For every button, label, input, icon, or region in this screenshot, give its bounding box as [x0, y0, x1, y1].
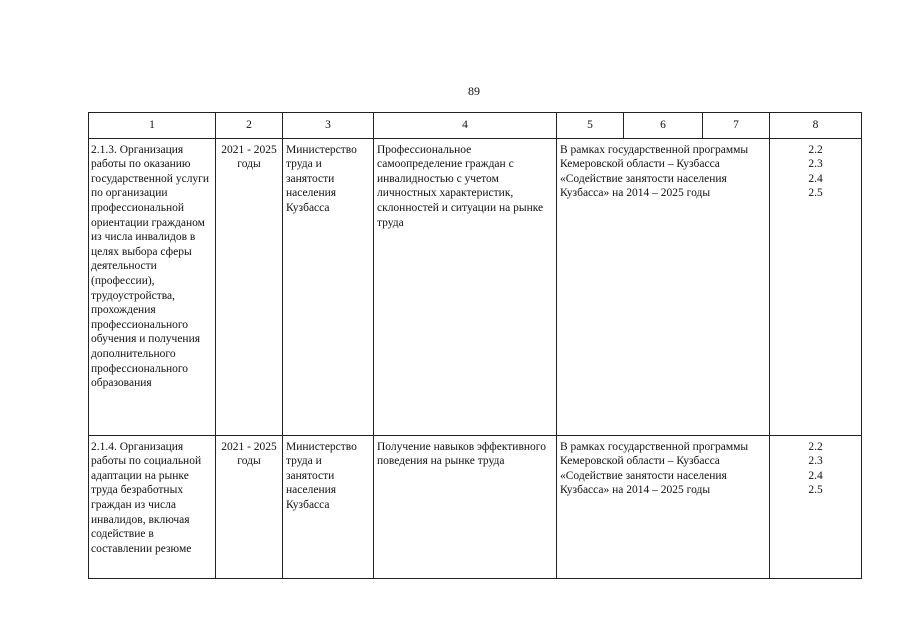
page-number: 89: [468, 84, 480, 98]
result-cell: Получение навыков эффективного поведения на рынке труда: [374, 435, 557, 578]
table-row: [89, 435, 862, 578]
header-cell-6: 6: [624, 113, 703, 139]
funding-cell: В рамках государственной программы Кемеровской области – Кузбасса «Содействие занятости населения Кузбасса» на 2014 – 2025 годы: [557, 138, 770, 435]
indicator-value: 2.3: [808, 455, 823, 468]
period-cell: 2021 - 2025 годы: [216, 435, 283, 578]
indicators-cell: [770, 138, 862, 435]
measures-table: [88, 112, 862, 579]
header-cell-8: 8: [770, 113, 862, 139]
measure-name-cell: 2.1.3. Организация работы по оказанию государственной услуги по организации профессиональной ориентации гражданом из числа инвалидов в целях выбора сферы деятельности (профессии), трудоустройства, прохождения профессионального обучения и получения дополнительного профессионального образования: [89, 138, 216, 435]
indicator-value: 2.2: [808, 440, 823, 453]
indicator-value: 2.4: [808, 469, 823, 482]
indicator-value: 2.3: [808, 158, 823, 171]
funding-cell: В рамках государственной программы Кемеровской области – Кузбасса «Содействие занятости населения Кузбасса» на 2014 – 2025 годы: [557, 435, 770, 578]
header-cell-4: 4: [374, 113, 557, 139]
indicators-cell: [770, 435, 862, 578]
header-cell-5: 5: [557, 113, 624, 139]
header-cell-7: 7: [703, 113, 770, 139]
period-cell: 2021 - 2025 годы: [216, 138, 283, 435]
result-cell: Профессиональное самоопределение граждан с инвалидностью с учетом личностных характеристик, склонностей и ситуации на рынке труда: [374, 138, 557, 435]
header-row: [89, 113, 862, 139]
measure-name-cell: 2.1.4. Организация работы по социальной адаптации на рынке труда безработных граждан из числа инвалидов, включая содействие в составлении резюме: [89, 435, 216, 578]
header-cell-2: 2: [216, 113, 283, 139]
indicator-value: 2.5: [808, 484, 823, 497]
header-cell-1: 1: [89, 113, 216, 139]
indicator-value: 2.5: [808, 187, 823, 200]
indicator-value: 2.4: [808, 172, 823, 185]
table-row: [89, 138, 862, 435]
executor-cell: Министерство труда и занятости населения Кузбасса: [283, 138, 374, 435]
executor-cell: Министерство труда и занятости населения Кузбасса: [283, 435, 374, 578]
header-cell-3: 3: [283, 113, 374, 139]
indicator-value: 2.2: [808, 143, 823, 156]
